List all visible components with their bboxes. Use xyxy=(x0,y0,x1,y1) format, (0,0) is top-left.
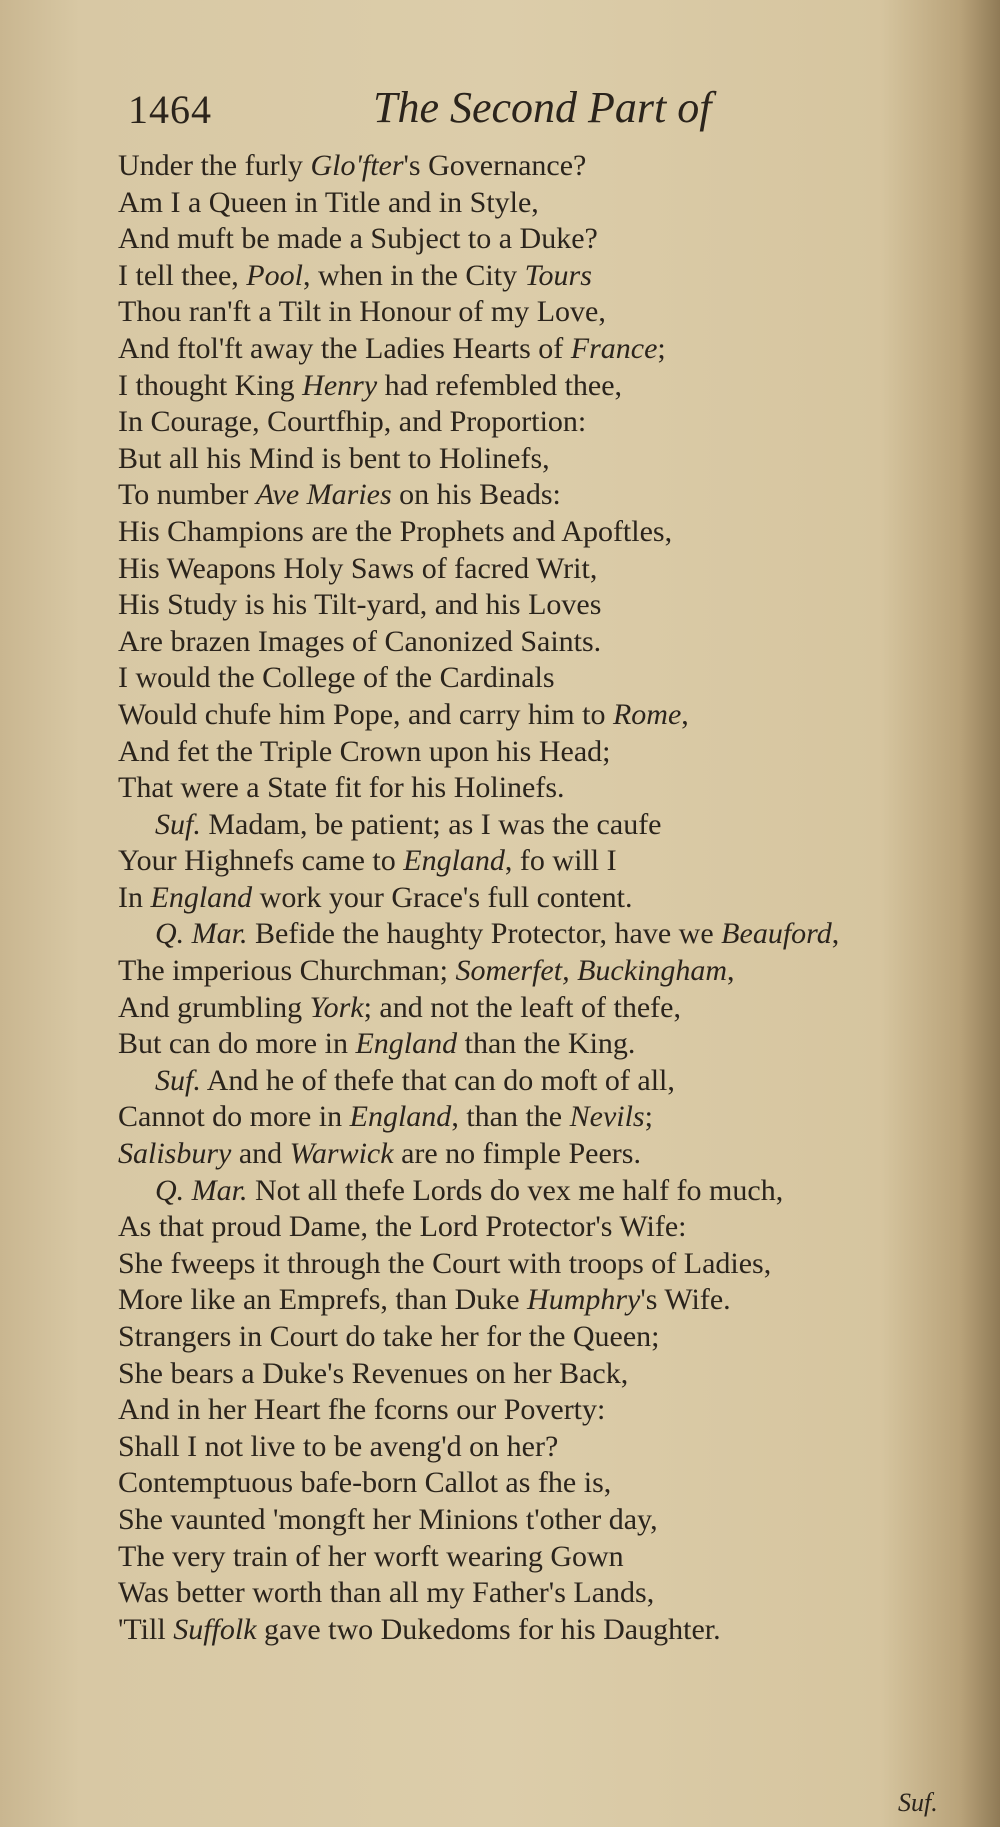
text-line xyxy=(118,1465,978,1502)
text-line xyxy=(118,770,978,807)
text-line xyxy=(118,1612,978,1649)
text-line xyxy=(118,734,978,771)
text-segment: I thought King xyxy=(118,368,303,402)
text-segment: In Courage, Courtfhip, and Proportion: xyxy=(118,405,587,439)
catchword: Suf. xyxy=(898,1788,938,1817)
text-segment: She vaunted 'mongft her Minions t'other day, xyxy=(118,1502,658,1536)
text-segment: And muft be made a Subject to a Duke? xyxy=(118,222,598,256)
text-segment: Are brazen Images of Canonized Saints. xyxy=(118,624,602,658)
text-segment: Your Highnefs came to xyxy=(118,844,404,878)
text-segment: , xyxy=(727,954,735,988)
text-segment: His Weapons Holy Saws of facred Writ, xyxy=(118,551,598,585)
text-segment: 's Wife. xyxy=(640,1283,731,1317)
text-line xyxy=(118,1099,978,1136)
text-segment: are no fimple Peers. xyxy=(393,1137,641,1171)
text-line xyxy=(118,477,978,514)
text-line xyxy=(118,1173,978,1210)
italic-text: England xyxy=(403,844,505,878)
text-line xyxy=(118,1356,978,1393)
text-segment: had refembled thee, xyxy=(377,368,623,402)
page-number: 1464 xyxy=(128,87,212,132)
text-segment: and xyxy=(231,1137,290,1171)
text-segment: Cannot do more in xyxy=(118,1100,350,1134)
text-segment: I tell thee, xyxy=(118,258,247,292)
text-segment: than the King. xyxy=(457,1027,636,1061)
italic-text: Ave Maries xyxy=(255,478,392,512)
text-segment: Madam, be patient; as I was the caufe xyxy=(200,807,662,841)
text-segment: , fo will I xyxy=(504,844,617,878)
italic-text: Suf. xyxy=(155,1063,201,1097)
running-head: The Second Part of xyxy=(373,83,712,132)
text-line xyxy=(118,1063,978,1100)
text-line xyxy=(118,551,978,588)
text-segment: Befide the haughty Protector, have we xyxy=(247,917,722,951)
text-segment: ; xyxy=(644,1100,653,1134)
italic-text: Suffolk xyxy=(173,1612,257,1646)
text-line xyxy=(118,185,978,222)
italic-text: Rome xyxy=(612,697,682,731)
text-segment: To number xyxy=(118,478,256,512)
text-segment: That were a State fit for his Holinefs. xyxy=(118,771,565,805)
text-segment: Contemptuous bafe-born Callot as fhe is, xyxy=(118,1466,612,1500)
italic-text: Humphry xyxy=(527,1283,641,1317)
text-line xyxy=(118,368,978,405)
italic-text: Tours xyxy=(524,258,592,292)
text-segment: In xyxy=(118,880,151,914)
text-segment: work your Grace's full content. xyxy=(252,880,633,914)
text-segment: Would chufe him Pope, and carry him to xyxy=(118,697,613,731)
text-segment: And grumbling xyxy=(118,990,310,1024)
text-segment: More like an Emprefs, than Duke xyxy=(118,1283,528,1317)
text-line xyxy=(118,697,978,734)
italic-text: Nevils xyxy=(569,1100,645,1134)
text-segment: ; xyxy=(657,331,666,365)
text-segment: on his Beads: xyxy=(391,478,561,512)
text-line xyxy=(118,331,978,368)
text-segment: Not all thefe Lords do vex me half fo much, xyxy=(247,1173,784,1207)
italic-text: Henry xyxy=(302,368,378,402)
text-line xyxy=(118,1539,978,1576)
italic-text: Q. Mar. xyxy=(155,1173,248,1207)
text-line xyxy=(118,1282,978,1319)
italic-text: England xyxy=(355,1027,458,1061)
text-segment: Thou ran'ft a Tilt in Honour of my Love, xyxy=(118,295,606,329)
text-line xyxy=(118,1502,978,1539)
text-segment: 'Till xyxy=(118,1612,174,1646)
text-segment: The imperious Churchman; xyxy=(118,954,456,988)
text-line xyxy=(118,294,978,331)
text-line xyxy=(118,1026,978,1063)
italic-text: Glo'fter xyxy=(310,149,404,182)
italic-text: Suf. xyxy=(155,807,201,841)
text-line xyxy=(118,1246,978,1283)
text-line xyxy=(118,880,978,917)
italic-text: Warwick xyxy=(289,1137,394,1171)
text-segment: ; and not the leaft of thefe, xyxy=(363,990,681,1024)
text-segment: , when in the City xyxy=(302,258,525,292)
text-line xyxy=(118,1319,978,1356)
page-header xyxy=(128,78,748,138)
text-line xyxy=(118,258,978,295)
text-line xyxy=(118,1575,978,1612)
text-line xyxy=(118,916,978,953)
text-line xyxy=(118,148,978,185)
italic-text: Pool xyxy=(246,258,303,292)
italic-text: Somerfet, Buckingham xyxy=(455,954,728,988)
text-line xyxy=(118,441,978,478)
text-segment: , xyxy=(831,917,840,951)
text-segment: I would the College of the Cardinals xyxy=(118,661,555,695)
text-segment: Strangers in Court do take her for the Queen; xyxy=(118,1320,660,1353)
italic-text: Beauford xyxy=(721,917,832,951)
text-segment: gave two Dukedoms for his Daughter. xyxy=(256,1612,721,1646)
text-line xyxy=(118,1429,978,1466)
text-line xyxy=(118,1209,978,1246)
text-segment: Shall I not live to be aveng'd on her? xyxy=(118,1429,559,1463)
text-line xyxy=(118,404,978,441)
text-line xyxy=(118,807,978,844)
text-segment: And he of thefe that can do moft of all, xyxy=(200,1063,675,1097)
italic-text: France xyxy=(570,331,658,365)
text-line xyxy=(118,1136,978,1173)
verse-text xyxy=(118,148,978,1648)
text-segment: And in her Heart fhe fcorns our Poverty: xyxy=(118,1393,606,1427)
text-segment: But can do more in xyxy=(118,1027,356,1061)
text-line xyxy=(118,953,978,990)
text-segment: Was better worth than all my Father's Lands, xyxy=(118,1576,655,1610)
italic-text: Salisbury xyxy=(118,1137,232,1171)
text-segment: Am I a Queen in Title and in Style, xyxy=(118,185,539,219)
text-segment: As that proud Dame, the Lord Protector's Wife: xyxy=(118,1210,687,1244)
italic-text: England xyxy=(349,1100,452,1134)
text-line xyxy=(118,587,978,624)
text-segment: , xyxy=(681,697,689,731)
text-segment: And fet the Triple Crown upon his Head; xyxy=(118,734,611,768)
italic-text: Q. Mar. xyxy=(155,917,248,951)
text-segment: And ftol'ft away the Ladies Hearts of xyxy=(118,331,571,365)
text-segment: , than the xyxy=(451,1100,570,1134)
text-line xyxy=(118,990,978,1027)
text-segment: She bears a Duke's Revenues on her Back, xyxy=(118,1356,629,1390)
text-line xyxy=(118,843,978,880)
text-line xyxy=(118,221,978,258)
text-line xyxy=(118,1392,978,1429)
text-segment: Under the furly xyxy=(118,149,311,182)
text-line xyxy=(118,660,978,697)
text-segment: She fweeps it through the Court with troops of Ladies, xyxy=(118,1246,772,1280)
text-line xyxy=(118,624,978,661)
text-segment: His Study is his Tilt-yard, and his Loves xyxy=(118,588,602,622)
text-segment: The very train of her worft wearing Gown xyxy=(118,1539,624,1573)
text-line xyxy=(118,514,978,551)
italic-text: England xyxy=(150,880,253,914)
text-segment: But all his Mind is bent to Holinefs, xyxy=(118,441,550,475)
text-segment: His Champions are the Prophets and Apoftles, xyxy=(118,514,673,548)
italic-text: York xyxy=(309,990,364,1024)
text-segment: 's Governance? xyxy=(403,149,587,182)
